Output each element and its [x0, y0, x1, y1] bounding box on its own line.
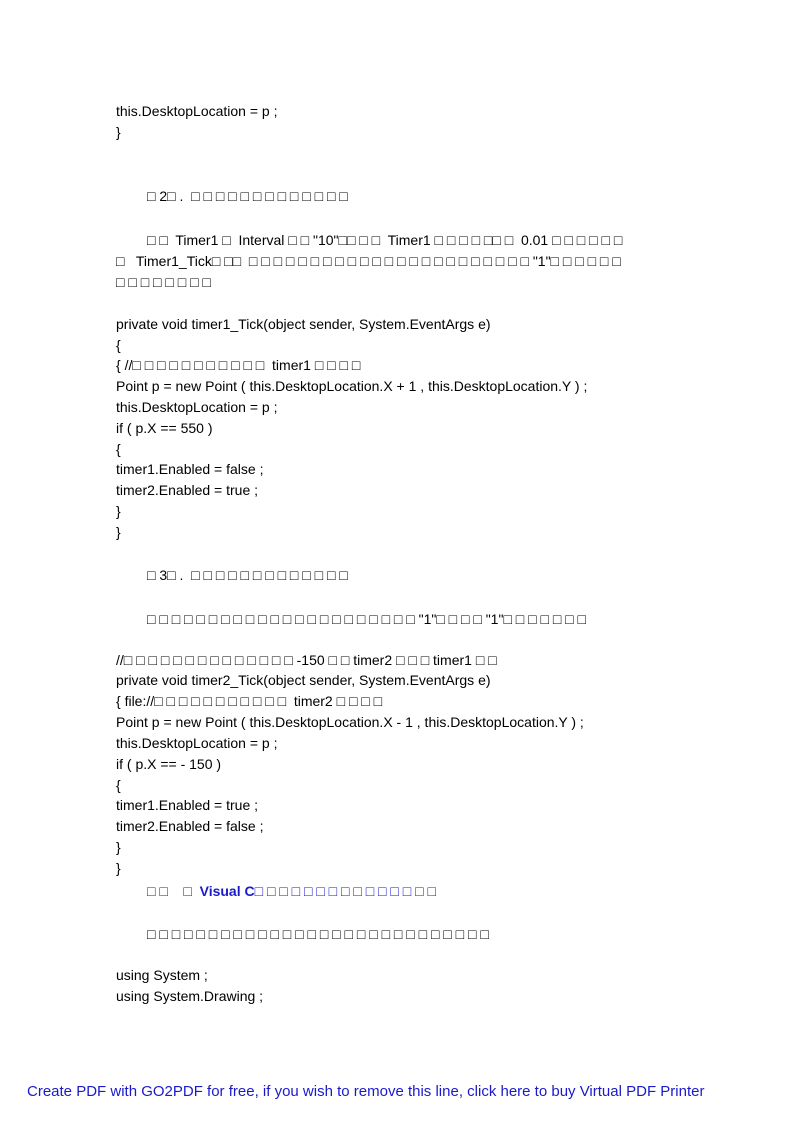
code-line: { //□ □ □ □ □ □ □ □ □ □ □ timer1 □ □ □ □: [116, 357, 361, 373]
section-heading: □ 3□ . □ □ □ □ □ □ □ □ □ □ □ □ □: [147, 567, 348, 583]
code-line: if ( p.X == - 150 ): [116, 756, 222, 772]
code-line: private void timer1_Tick(object sender, System.EventArgs e): [116, 316, 491, 332]
code-line: }: [116, 124, 121, 140]
code-line: {: [116, 777, 121, 793]
code-line: {: [116, 441, 121, 457]
code-line: timer2.Enabled = true ;: [116, 482, 259, 498]
heading-prefix: □ □ □: [147, 883, 200, 899]
paragraph-line: □ □ □ □ □ □ □ □ □ □ □ □ □ □ □ □ □ □ □ □ □ □ "1"□ □ □ □ "1"□ □ □ □ □ □ □: [147, 611, 586, 627]
code-line: }: [116, 839, 121, 855]
code-line: }: [116, 524, 121, 540]
paragraph-line: □ Timer1_Tick□ □□ □ □ □ □ □ □ □ □ □ □ □ □ □ □ □ □ □ □ □ □ □ □ □ "1"□ □ □ □ □ □: [116, 253, 621, 269]
code-line: {: [116, 337, 121, 353]
go2pdf-footer-link[interactable]: Create PDF with GO2PDF for free, if you wish to remove this line, click here to buy Virtual PDF Printer: [27, 1083, 705, 1100]
code-line: if ( p.X == 550 ): [116, 420, 213, 436]
code-line: timer1.Enabled = false ;: [116, 461, 264, 477]
code-line: timer2.Enabled = false ;: [116, 818, 264, 834]
code-line: //□ □ □ □ □ □ □ □ □ □ □ □ □ □ -150 □ □ timer2 □ □ □ timer1 □ □: [116, 652, 497, 668]
paragraph-line: □ □ □ □ □ □ □ □ □ □ □ □ □ □ □ □ □ □ □ □ □ □ □ □ □ □ □ □: [147, 926, 489, 942]
code-line: private void timer2_Tick(object sender, System.EventArgs e): [116, 672, 491, 688]
code-line: Point p = new Point ( this.DesktopLocation.X + 1 , this.DesktopLocation.Y ) ;: [116, 378, 588, 394]
code-line: Point p = new Point ( this.DesktopLocation.X - 1 , this.DesktopLocation.Y ) ;: [116, 714, 584, 730]
heading-title: Visual C□ □ □ □ □ □ □ □ □ □ □ □ □ □ □: [199, 883, 436, 899]
code-line: timer1.Enabled = true ;: [116, 797, 259, 813]
code-line: using System ;: [116, 967, 208, 983]
code-line: using System.Drawing ;: [116, 988, 264, 1004]
code-line: }: [116, 503, 121, 519]
section-heading: □ 2□ . □ □ □ □ □ □ □ □ □ □ □ □ □: [147, 188, 348, 204]
section-heading: [147, 883, 436, 899]
code-line: { file://□ □ □ □ □ □ □ □ □ □ □ timer2 □ □ □ □: [116, 693, 383, 709]
code-line: this.DesktopLocation = p ;: [116, 399, 278, 415]
paragraph-line: □ □ Timer1 □ Interval □ □ "10"□□ □ □ Timer1 □ □ □ □ □□ □ 0.01 □ □ □ □ □ □: [147, 232, 623, 248]
paragraph-line: □ □ □ □ □ □ □ □: [116, 274, 211, 290]
code-line: this.DesktopLocation = p ;: [116, 735, 278, 751]
code-line: }: [116, 860, 121, 876]
code-line: this.DesktopLocation = p ;: [116, 103, 278, 119]
